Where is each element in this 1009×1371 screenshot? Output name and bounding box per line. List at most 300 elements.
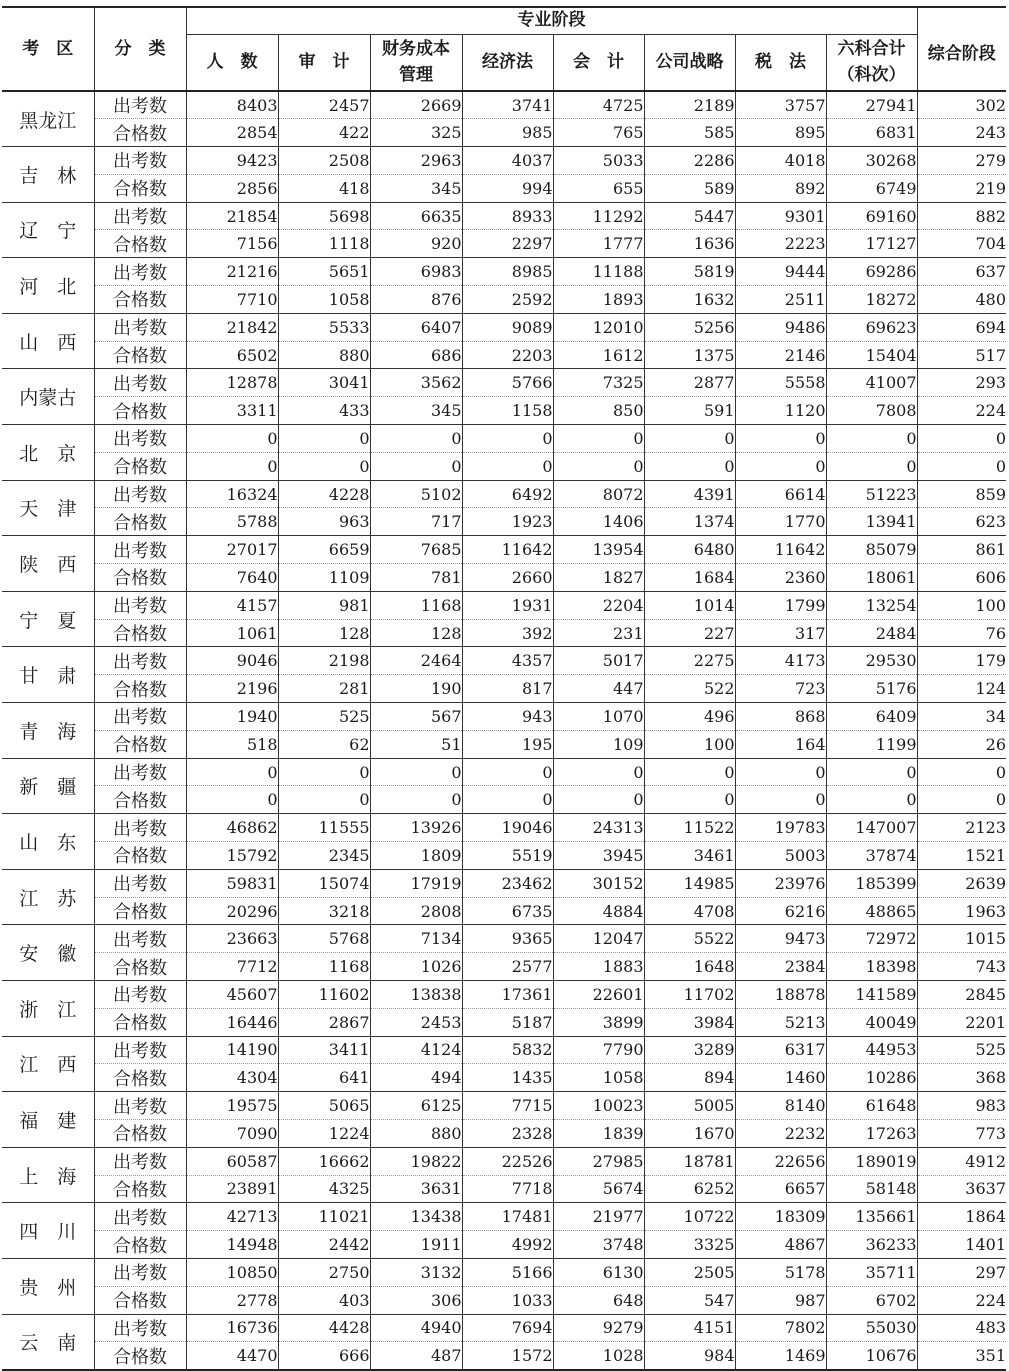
data-cell: 44953 [826, 1036, 917, 1064]
category-pass-count: 合格数 [94, 564, 186, 592]
data-cell: 1632 [644, 286, 735, 314]
table-row [2, 1147, 1006, 1175]
table-row [2, 981, 1006, 1009]
data-cell: 306 [370, 1286, 462, 1314]
data-cell: 0 [735, 452, 826, 480]
data-cell: 1109 [278, 564, 370, 592]
table-row [2, 425, 1006, 453]
data-cell: 483 [917, 1314, 1006, 1342]
data-cell: 224 [917, 1286, 1006, 1314]
data-cell: 5178 [735, 1258, 826, 1286]
category-pass-count: 合格数 [94, 286, 186, 314]
data-cell: 18781 [644, 1147, 735, 1175]
data-cell: 5519 [462, 842, 553, 870]
data-cell: 0 [186, 786, 278, 814]
data-cell: 4940 [370, 1314, 462, 1342]
data-cell: 20296 [186, 897, 278, 925]
category-exam-count: 出考数 [94, 981, 186, 1009]
data-cell: 4391 [644, 480, 735, 508]
data-cell: 5256 [644, 313, 735, 341]
data-cell: 100 [644, 730, 735, 758]
table-row [2, 369, 1006, 397]
header-region: 考 区 [2, 7, 94, 91]
data-cell: 5674 [553, 1175, 644, 1203]
data-cell: 5033 [553, 147, 644, 175]
category-exam-count: 出考数 [94, 369, 186, 397]
data-cell: 9301 [735, 202, 826, 230]
data-cell: 0 [553, 425, 644, 453]
data-cell: 164 [735, 730, 826, 758]
data-cell: 16446 [186, 1008, 278, 1036]
data-cell: 4037 [462, 147, 553, 175]
table-row [2, 647, 1006, 675]
data-cell: 0 [735, 758, 826, 786]
category-pass-count: 合格数 [94, 1342, 186, 1370]
data-cell: 55030 [826, 1314, 917, 1342]
data-cell: 0 [462, 425, 553, 453]
data-cell: 11642 [735, 536, 826, 564]
data-cell: 11021 [278, 1203, 370, 1231]
data-cell: 1118 [278, 230, 370, 258]
data-cell: 0 [826, 786, 917, 814]
data-cell: 6749 [826, 174, 917, 202]
data-cell: 1670 [644, 1119, 735, 1147]
data-cell: 58148 [826, 1175, 917, 1203]
data-cell: 3757 [735, 91, 826, 119]
table-row [2, 508, 1006, 536]
data-cell: 2201 [917, 1008, 1006, 1036]
data-cell: 279 [917, 147, 1006, 175]
data-cell: 781 [370, 564, 462, 592]
data-cell: 302 [917, 91, 1006, 119]
data-cell: 894 [644, 1064, 735, 1092]
category-pass-count: 合格数 [94, 341, 186, 369]
data-cell: 15404 [826, 341, 917, 369]
data-cell: 61648 [826, 1092, 917, 1120]
table-row [2, 1231, 1006, 1259]
data-cell: 8403 [186, 91, 278, 119]
data-cell: 293 [917, 369, 1006, 397]
data-cell: 2464 [370, 647, 462, 675]
data-cell: 1770 [735, 508, 826, 536]
data-cell: 24313 [553, 814, 644, 842]
data-cell: 5005 [644, 1092, 735, 1120]
region-cell: 新 疆 [2, 758, 94, 814]
data-cell: 1435 [462, 1064, 553, 1092]
data-cell: 109 [553, 730, 644, 758]
data-cell: 5522 [644, 925, 735, 953]
data-cell: 0 [917, 452, 1006, 480]
region-cell: 宁 夏 [2, 591, 94, 647]
data-cell: 765 [553, 119, 644, 147]
category-exam-count: 出考数 [94, 1258, 186, 1286]
category-exam-count: 出考数 [94, 480, 186, 508]
data-cell: 11522 [644, 814, 735, 842]
data-cell: 5213 [735, 1008, 826, 1036]
category-pass-count: 合格数 [94, 1008, 186, 1036]
data-cell: 3461 [644, 842, 735, 870]
data-cell: 3741 [462, 91, 553, 119]
data-cell: 69160 [826, 202, 917, 230]
header-col-tax-law: 税 法 [735, 34, 826, 91]
data-cell: 2856 [186, 174, 278, 202]
data-cell: 895 [735, 119, 826, 147]
data-cell: 6502 [186, 341, 278, 369]
data-cell: 2146 [735, 341, 826, 369]
data-cell: 2508 [278, 147, 370, 175]
region-cell: 山 东 [2, 814, 94, 870]
data-cell: 6480 [644, 536, 735, 564]
data-cell: 1168 [278, 953, 370, 981]
data-cell: 606 [917, 564, 1006, 592]
data-cell: 5187 [462, 1008, 553, 1036]
data-cell: 1374 [644, 508, 735, 536]
data-cell: 0 [278, 425, 370, 453]
data-cell: 2442 [278, 1231, 370, 1259]
data-cell: 13838 [370, 981, 462, 1009]
data-cell: 3289 [644, 1036, 735, 1064]
table-row [2, 842, 1006, 870]
region-cell: 辽 宁 [2, 202, 94, 258]
region-cell: 安 徽 [2, 925, 94, 981]
data-cell: 9089 [462, 313, 553, 341]
region-cell: 甘 肃 [2, 647, 94, 703]
data-cell: 4124 [370, 1036, 462, 1064]
data-cell: 1469 [735, 1342, 826, 1370]
data-cell: 18061 [826, 564, 917, 592]
category-exam-count: 出考数 [94, 536, 186, 564]
data-cell: 392 [462, 619, 553, 647]
data-cell: 1460 [735, 1064, 826, 1092]
data-cell: 69286 [826, 258, 917, 286]
data-cell: 1864 [917, 1203, 1006, 1231]
data-cell: 19575 [186, 1092, 278, 1120]
data-cell: 3984 [644, 1008, 735, 1036]
data-cell: 2511 [735, 286, 826, 314]
data-cell: 13438 [370, 1203, 462, 1231]
data-cell: 14190 [186, 1036, 278, 1064]
category-exam-count: 出考数 [94, 591, 186, 619]
data-cell: 3945 [553, 842, 644, 870]
data-cell: 2384 [735, 953, 826, 981]
region-cell: 黑龙江 [2, 91, 94, 147]
data-cell: 2297 [462, 230, 553, 258]
data-cell: 1070 [553, 703, 644, 731]
data-cell: 7712 [186, 953, 278, 981]
table-row [2, 341, 1006, 369]
data-cell: 297 [917, 1258, 1006, 1286]
data-cell: 859 [917, 480, 1006, 508]
data-cell: 655 [553, 174, 644, 202]
data-cell: 2669 [370, 91, 462, 119]
category-pass-count: 合格数 [94, 230, 186, 258]
data-cell: 1799 [735, 591, 826, 619]
data-cell: 3899 [553, 1008, 644, 1036]
data-cell: 345 [370, 397, 462, 425]
data-cell: 637 [917, 258, 1006, 286]
data-cell: 9365 [462, 925, 553, 953]
data-cell: 1375 [644, 341, 735, 369]
data-cell: 4867 [735, 1231, 826, 1259]
category-pass-count: 合格数 [94, 675, 186, 703]
data-cell: 2660 [462, 564, 553, 592]
data-cell: 2963 [370, 147, 462, 175]
data-cell: 12010 [553, 313, 644, 341]
data-cell: 0 [553, 758, 644, 786]
data-cell: 5017 [553, 647, 644, 675]
category-exam-count: 出考数 [94, 202, 186, 230]
data-cell: 2189 [644, 91, 735, 119]
data-cell: 0 [370, 758, 462, 786]
region-cell: 浙 江 [2, 981, 94, 1037]
data-cell: 9423 [186, 147, 278, 175]
data-cell: 868 [735, 703, 826, 731]
data-cell: 7325 [553, 369, 644, 397]
data-cell: 23891 [186, 1175, 278, 1203]
data-cell: 987 [735, 1286, 826, 1314]
data-cell: 892 [735, 174, 826, 202]
data-cell: 7715 [462, 1092, 553, 1120]
data-cell: 1911 [370, 1231, 462, 1259]
data-cell: 16324 [186, 480, 278, 508]
data-cell: 0 [186, 452, 278, 480]
data-cell: 6130 [553, 1258, 644, 1286]
data-cell: 317 [735, 619, 826, 647]
data-cell: 46862 [186, 814, 278, 842]
exam-statistics-table [2, 6, 1006, 1371]
data-cell: 19046 [462, 814, 553, 842]
data-cell: 1028 [553, 1342, 644, 1370]
data-cell: 7640 [186, 564, 278, 592]
data-cell: 1636 [644, 230, 735, 258]
table-row [2, 758, 1006, 786]
data-cell: 22601 [553, 981, 644, 1009]
category-pass-count: 合格数 [94, 174, 186, 202]
data-cell: 6409 [826, 703, 917, 731]
region-cell: 陕 西 [2, 536, 94, 592]
data-cell: 72972 [826, 925, 917, 953]
data-cell: 0 [553, 786, 644, 814]
data-cell: 4018 [735, 147, 826, 175]
table-row [2, 591, 1006, 619]
data-cell: 518 [186, 730, 278, 758]
data-cell: 11292 [553, 202, 644, 230]
data-cell: 13941 [826, 508, 917, 536]
data-cell: 1809 [370, 842, 462, 870]
data-cell: 17127 [826, 230, 917, 258]
data-cell: 525 [917, 1036, 1006, 1064]
data-cell: 2345 [278, 842, 370, 870]
data-cell: 2457 [278, 91, 370, 119]
data-cell: 0 [917, 786, 1006, 814]
table-row [2, 1036, 1006, 1064]
data-cell: 10023 [553, 1092, 644, 1120]
category-exam-count: 出考数 [94, 814, 186, 842]
category-pass-count: 合格数 [94, 953, 186, 981]
data-cell: 368 [917, 1064, 1006, 1092]
data-cell: 0 [553, 452, 644, 480]
data-cell: 1401 [917, 1231, 1006, 1259]
header-col-corporate-strategy: 公司战略 [644, 34, 735, 91]
table-row [2, 147, 1006, 175]
data-cell: 4325 [278, 1175, 370, 1203]
data-cell: 1648 [644, 953, 735, 981]
data-cell: 850 [553, 397, 644, 425]
data-cell: 7808 [826, 397, 917, 425]
data-cell: 589 [644, 174, 735, 202]
data-cell: 17361 [462, 981, 553, 1009]
data-cell: 3325 [644, 1231, 735, 1259]
data-cell: 10676 [826, 1342, 917, 1370]
data-cell: 9046 [186, 647, 278, 675]
data-cell: 3041 [278, 369, 370, 397]
data-cell: 62 [278, 730, 370, 758]
table-row [2, 953, 1006, 981]
data-cell: 7694 [462, 1314, 553, 1342]
region-cell: 内蒙古 [2, 369, 94, 425]
data-cell: 26 [917, 730, 1006, 758]
data-cell: 1058 [278, 286, 370, 314]
data-cell: 45607 [186, 981, 278, 1009]
data-cell: 2204 [553, 591, 644, 619]
data-cell: 694 [917, 313, 1006, 341]
data-cell: 2845 [917, 981, 1006, 1009]
data-cell: 8933 [462, 202, 553, 230]
data-cell: 7134 [370, 925, 462, 953]
region-cell: 北 京 [2, 425, 94, 481]
region-cell: 福 建 [2, 1092, 94, 1148]
table-row [2, 564, 1006, 592]
data-cell: 5558 [735, 369, 826, 397]
data-cell: 11188 [553, 258, 644, 286]
data-cell: 16736 [186, 1314, 278, 1342]
category-pass-count: 合格数 [94, 1119, 186, 1147]
data-cell: 351 [917, 1342, 1006, 1370]
category-exam-count: 出考数 [94, 925, 186, 953]
data-cell: 5003 [735, 842, 826, 870]
data-cell: 34 [917, 703, 1006, 731]
data-cell: 2592 [462, 286, 553, 314]
data-cell: 16662 [278, 1147, 370, 1175]
data-cell: 422 [278, 119, 370, 147]
data-cell: 21842 [186, 313, 278, 341]
data-cell: 4157 [186, 591, 278, 619]
category-exam-count: 出考数 [94, 147, 186, 175]
data-cell: 51 [370, 730, 462, 758]
data-cell: 0 [462, 758, 553, 786]
data-cell: 880 [278, 341, 370, 369]
data-cell: 41007 [826, 369, 917, 397]
data-cell: 42713 [186, 1203, 278, 1231]
region-cell: 江 苏 [2, 869, 94, 925]
data-cell: 9279 [553, 1314, 644, 1342]
data-cell: 27985 [553, 1147, 644, 1175]
data-cell: 985 [462, 119, 553, 147]
data-cell: 2328 [462, 1119, 553, 1147]
data-cell: 2232 [735, 1119, 826, 1147]
data-cell: 5788 [186, 508, 278, 536]
data-cell: 6125 [370, 1092, 462, 1120]
data-cell: 4428 [278, 1314, 370, 1342]
data-cell: 124 [917, 675, 1006, 703]
data-cell: 4884 [553, 897, 644, 925]
data-cell: 6492 [462, 480, 553, 508]
data-cell: 0 [735, 425, 826, 453]
data-cell: 35711 [826, 1258, 917, 1286]
data-cell: 2453 [370, 1008, 462, 1036]
data-cell: 48865 [826, 897, 917, 925]
data-cell: 7710 [186, 286, 278, 314]
data-cell: 5447 [644, 202, 735, 230]
table-row [2, 1342, 1006, 1370]
category-pass-count: 合格数 [94, 1286, 186, 1314]
data-cell: 0 [644, 452, 735, 480]
data-cell: 4357 [462, 647, 553, 675]
data-cell: 0 [278, 452, 370, 480]
data-cell: 2854 [186, 119, 278, 147]
data-cell: 11602 [278, 981, 370, 1009]
data-cell: 0 [370, 452, 462, 480]
data-cell: 0 [370, 425, 462, 453]
data-cell: 3562 [370, 369, 462, 397]
data-cell: 36233 [826, 1231, 917, 1259]
data-cell: 10850 [186, 1258, 278, 1286]
category-pass-count: 合格数 [94, 397, 186, 425]
data-cell: 0 [462, 786, 553, 814]
category-pass-count: 合格数 [94, 730, 186, 758]
region-cell: 天 津 [2, 480, 94, 536]
data-cell: 2360 [735, 564, 826, 592]
data-cell: 9473 [735, 925, 826, 953]
data-cell: 345 [370, 174, 462, 202]
data-cell: 0 [826, 452, 917, 480]
data-cell: 6252 [644, 1175, 735, 1203]
data-cell: 2505 [644, 1258, 735, 1286]
data-cell: 5065 [278, 1092, 370, 1120]
data-cell: 27017 [186, 536, 278, 564]
data-cell: 179 [917, 647, 1006, 675]
data-cell: 10286 [826, 1064, 917, 1092]
data-cell: 1026 [370, 953, 462, 981]
data-cell: 5819 [644, 258, 735, 286]
data-cell: 13254 [826, 591, 917, 619]
data-cell: 128 [370, 619, 462, 647]
header-col-accounting: 会 计 [553, 34, 644, 91]
table-row [2, 286, 1006, 314]
data-cell: 567 [370, 703, 462, 731]
data-cell: 23663 [186, 925, 278, 953]
category-exam-count: 出考数 [94, 758, 186, 786]
data-cell: 224 [917, 397, 1006, 425]
data-cell: 1014 [644, 591, 735, 619]
data-cell: 6317 [735, 1036, 826, 1064]
category-pass-count: 合格数 [94, 1064, 186, 1092]
table-row [2, 675, 1006, 703]
data-cell: 1120 [735, 397, 826, 425]
data-cell: 59831 [186, 869, 278, 897]
region-cell: 江 西 [2, 1036, 94, 1092]
data-cell: 418 [278, 174, 370, 202]
data-cell: 22656 [735, 1147, 826, 1175]
data-cell: 18398 [826, 953, 917, 981]
header-col-six-subject-total: 六科合计（科次） [826, 34, 917, 91]
data-cell: 2808 [370, 897, 462, 925]
data-cell: 522 [644, 675, 735, 703]
data-cell: 10722 [644, 1203, 735, 1231]
region-cell: 云 南 [2, 1314, 94, 1370]
data-cell: 51223 [826, 480, 917, 508]
region-cell: 青 海 [2, 703, 94, 759]
